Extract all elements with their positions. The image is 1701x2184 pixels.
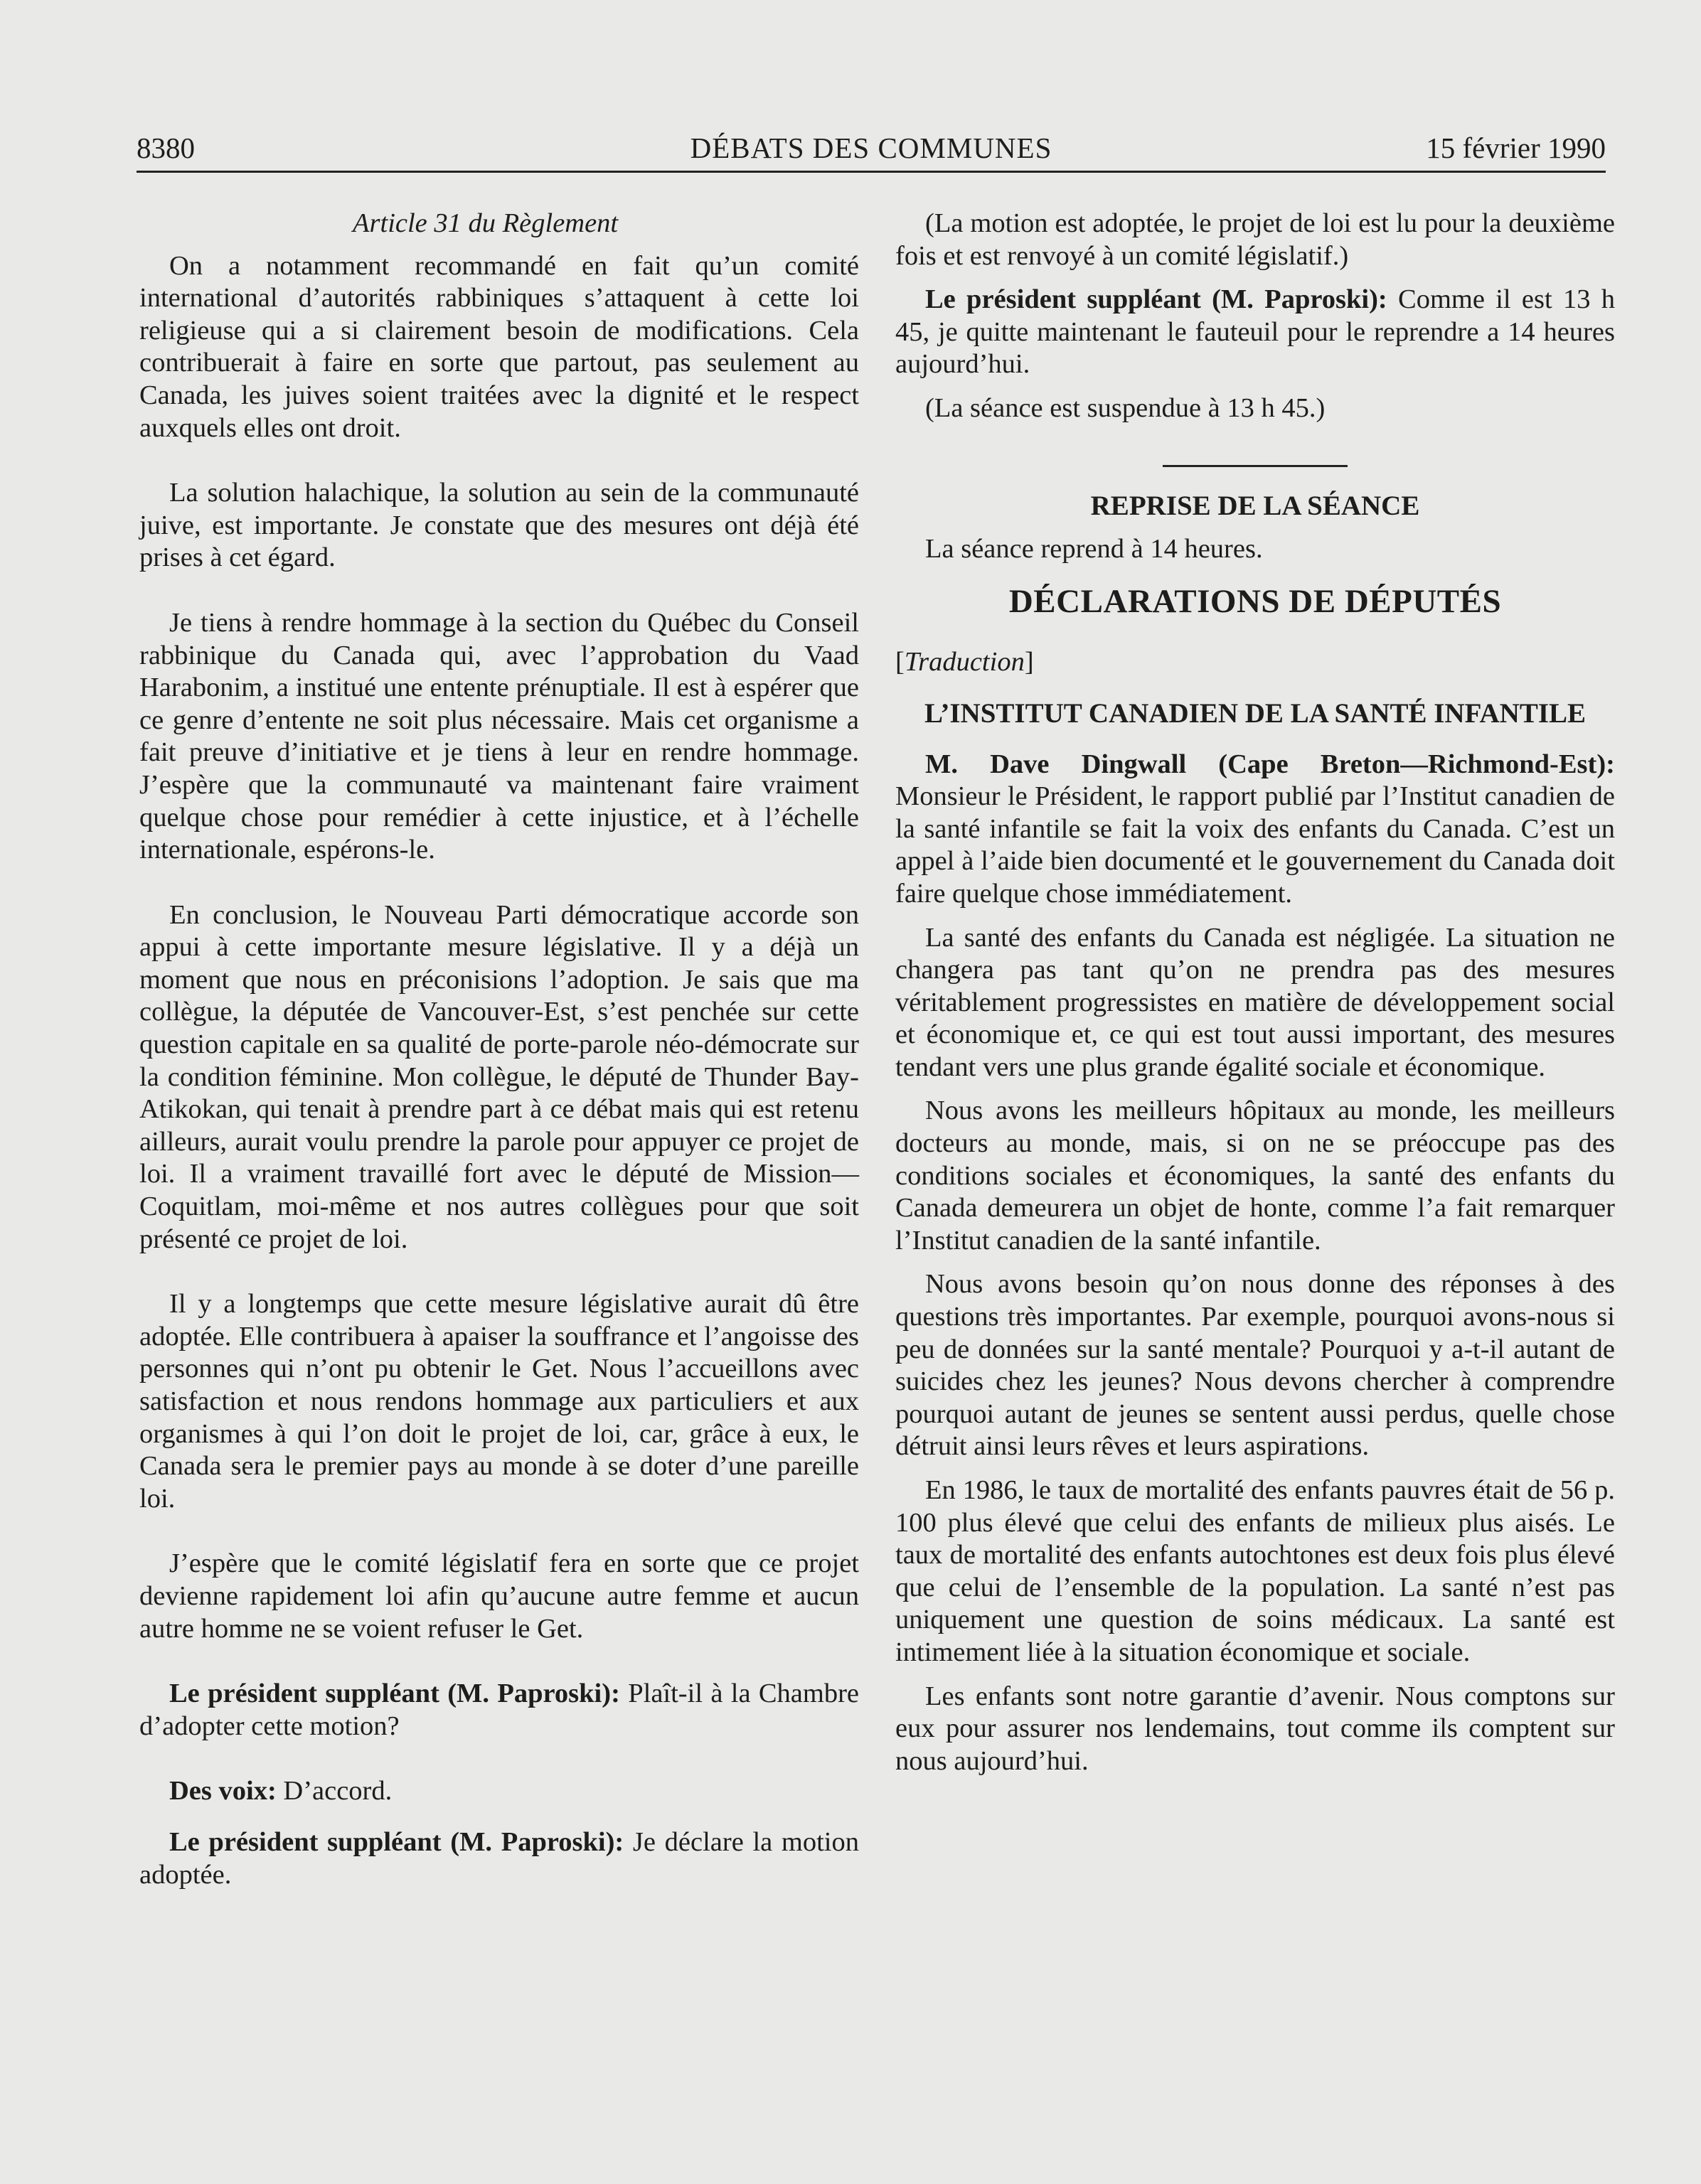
paragraph: Il y a longtemps que cette mesure législative aurait dû être adoptée. Elle contribuera à apaiser la souffrance et l’angoisse des personnes qui n’ont pu obtenir le Get. Nous l’accueillons avec satisfaction et nous rendons hommage aux particuliers et aux organismes à qui l’on doit le projet de loi, car, grâce à eux, le Canada sera le premier pays au monde à se doter d’une pareille loi. [139, 1289, 859, 1514]
translation-note: [Traduction] [895, 647, 1034, 678]
reprise-text: La séance reprend à 14 heures. [925, 534, 1263, 564]
article-heading: Article 31 du Règlement [353, 208, 619, 238]
page-header [137, 131, 1606, 173]
declarations-heading: DÉCLARATIONS DE DÉPUTÉS [1008, 582, 1502, 620]
speech-text: Plaît-il à la Chambre d’adopter cette motion? [139, 1679, 859, 1741]
paragraph: On a notamment recommandé en fait qu’un comité international d’autorités rabbiniques s’attaquent à cette loi religieuse qui a si clairement besoin de modifications. Cela contribuerait à faire en sorte que partout, pas seulement au Canada, les juives soient traitées avec la dignité et le respect auxquels elles ont droit. [139, 250, 859, 443]
speaker-name: Des voix: [169, 1776, 277, 1806]
speaker-name: Le président suppléant (M. Paproski): [169, 1826, 624, 1857]
speaker-paragraph [139, 1775, 859, 1808]
speech-text: D’accord. [276, 1776, 393, 1806]
translation-word: Traduction [904, 647, 1025, 678]
paragraph: La solution halachique, la solution au sein de la communauté juive, est importante. Je constate que des mesures ont déjà été prises à cet égard. [139, 478, 859, 573]
section-divider [895, 465, 1615, 467]
paragraph: La santé des enfants du Canada est négligée. La situation ne changera pas tant qu’on ne prendra pas des mesures véritablement progressistes en matière de développement social et économique et, ce qui est tout aussi important, des mesures tendant vers une plus grande égalité sociale et économique. [895, 922, 1615, 1082]
paragraph: Les enfants sont notre garantie d’avenir. Nous comptons sur eux pour assurer nos lendemains, tout comme ils comptent sur nous aujourd’hui. [895, 1681, 1615, 1776]
speaker-paragraph [895, 284, 1615, 381]
speaker-paragraph [895, 749, 1615, 911]
motion-adopted-note: (La motion est adoptée, le projet de loi est lu pour la deuxième fois et est renvoyé à un comité législatif.) [895, 208, 1615, 271]
speech-text: Monsieur le Président, le rapport publié par l’Institut canadien de la santé infantile se fait la voix des enfants du Canada. C’est un appel à l’aide bien documenté et le gouvernement du Canada doit faire quelque chose immédiatement. [895, 781, 1615, 909]
speech-text: Je déclare la motion adoptée. [139, 1826, 859, 1890]
speaker-name: M. Dave Dingwall (Cape Breton—Richmond-Est): [925, 749, 1615, 779]
paragraph: Je tiens à rendre hommage à la section du Québec du Conseil rabbinique du Canada qui, avec l’approbation du Vaad Harabonim, a institué une entente prénuptiale. Il est à espérer que ce genre d’entente ne soit plus nécessaire. Mais cet organisme a fait preuve d’initiative et je tiens à leur en rendre hommage. J’espère que la communauté va maintenant faire vraiment quelque chose pour remédier à cette injustice, et à l’échelle internationale, espérons-le. [139, 607, 859, 865]
paragraph: Nous avons besoin qu’on nous donne des réponses à des questions très importantes. Par exemple, pourquoi avons-nous si peu de données sur la santé mentale? Pourquoi y a-t-il autant de suicides chez les jeunes? Nous devons chercher à comprendre pourquoi autant de jeunes se sentent aussi perdus, quelle chose détruit ainsi leurs rêves et leurs aspirations. [895, 1269, 1615, 1462]
reprise-heading: REPRISE DE LA SÉANCE [1090, 490, 1420, 521]
speaker-name: Le président suppléant (M. Paproski): [169, 1679, 620, 1709]
publication-date: 15 février 1990 [1426, 132, 1606, 164]
speaker-name: Le président suppléant (M. Paproski): [925, 284, 1387, 315]
paragraph: Nous avons les meilleurs hôpitaux au monde, les meilleurs docteurs au monde, mais, si on ne se préoccupe pas des conditions sociales et économiques, la santé des enfants du Canada demeurera un objet de honte, comme l’a fait remarquer l’Institut canadien de la santé infantile. [895, 1096, 1615, 1256]
publication-title: DÉBATS DES COMMUNES [690, 132, 1052, 164]
right-column [895, 208, 1615, 1777]
speaker-paragraph [139, 1826, 859, 1891]
speaker-paragraph [139, 1678, 859, 1743]
paragraph: J’espère que le comité législatif fera en sorte que ce projet devienne rapidement loi afin qu’aucune autre femme et aucun autre homme ne se voient refuser le Get. [139, 1548, 859, 1644]
paragraph: En conclusion, le Nouveau Parti démocratique accorde son appui à cette importante mesure législative. Il y a déjà un moment que nous en préconisions l’adoption. Je sais que ma collègue, la députée de Vancouver-Est, s’est penchée sur cette question capitale en sa qualité de porte-parole néo-démocrate sur la condition féminine. Mon collègue, le député de Thunder Bay-Atikokan, qui tenait à prendre part à ce débat mais qui est retenu ailleurs, aurait voulu prendre la parole pour appuyer ce projet de loi. Il a vraiment travaillé fort avec le député de Mission—Coquitlam, moi-même et nos autres collègues pour que soit présenté ce projet de loi. [139, 899, 859, 1254]
institute-heading: L’INSTITUT CANADIEN DE LA SANTÉ INFANTILE [924, 697, 1587, 729]
sitting-suspended-note: (La séance est suspendue à 13 h 45.) [925, 392, 1326, 423]
speech-text: Comme il est 13 h 45, je quitte maintenant le fauteuil pour le reprendre a 14 heures aujourd’hui. [895, 284, 1616, 380]
paragraph: En 1986, le taux de mortalité des enfants pauvres était de 56 p. 100 plus élevé que celui des enfants de milieux plus aisés. Le taux de mortalité des enfants autochtones est deux fois plus élevé que celui de l’ensemble de la population. La santé n’est pas uniquement une question de soins médicaux. La santé est intimement liée à la situation économique et sociale. [895, 1475, 1615, 1667]
left-column [139, 208, 859, 1891]
page-number: 8380 [137, 132, 195, 164]
